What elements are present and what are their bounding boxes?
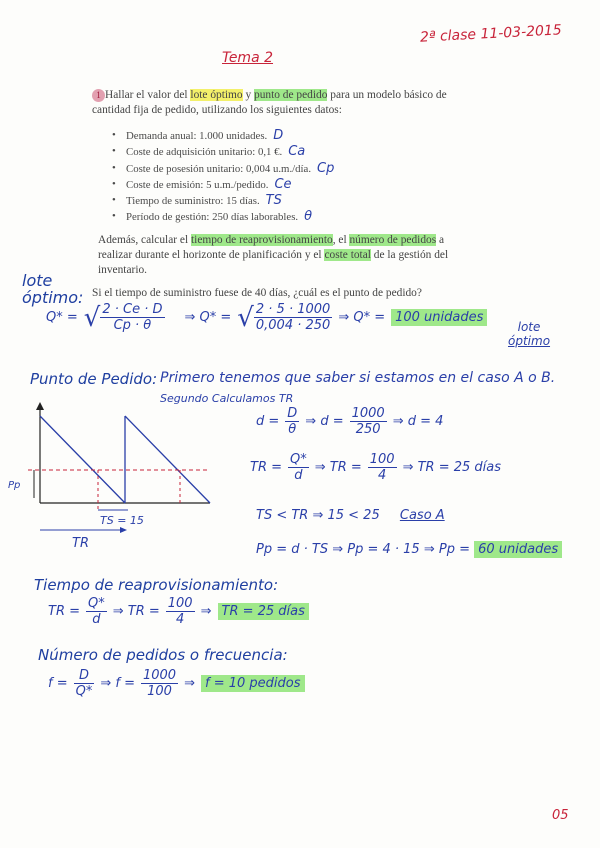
tr-arrow-head <box>120 527 127 533</box>
problem-part2: Además, calcular el tiempo de reaprovisionamiento, el número de pedidos a realizar durante el horizonte de planificación y el coste total de la gestión del inventario. <box>98 234 449 276</box>
problem-number: 1 <box>92 89 105 102</box>
punto-pedido-text: Primero tenemos que saber si estamos en el caso A o B. <box>160 370 556 386</box>
y-axis-arrow <box>36 402 44 410</box>
diagram-pp-label: Pp <box>8 480 21 491</box>
sawtooth-2 <box>125 416 210 503</box>
intro-text-b: y <box>242 89 255 101</box>
data-item: • Demanda anual: 1.000 unidades. D <box>112 128 334 144</box>
data-item: • Tiempo de suministro: 15 días. TS <box>112 193 334 209</box>
highlight-tiempo-reaprov: tiempo de reaprovisionamiento <box>190 234 333 246</box>
date-note: 2ª clase 11-03-2015 <box>419 22 563 46</box>
data-item: • Coste de posesión unitario: 0,004 u.m./día. Cp <box>112 161 334 177</box>
data-list <box>112 128 334 226</box>
page-number: 05 <box>552 808 569 823</box>
highlight-coste-total: coste total <box>324 249 371 261</box>
highlight-punto-pedido: punto de pedido <box>254 89 328 101</box>
npd-title: Número de pedidos o frecuencia: <box>38 646 288 664</box>
data-item: • Período de gestión: 250 días laborables. θ <box>112 209 334 225</box>
punto-pedido-title: Punto de Pedido: <box>30 370 158 388</box>
pp-formula: Pp = d · TS ⇒ Pp = 4 · 15 ⇒ Pp = 60 unidades <box>256 542 562 557</box>
symbol-label: Cp <box>317 160 335 176</box>
intro-text-c: para un modelo básico de <box>327 89 447 101</box>
f-formula: f = $\frac{D}{Q*}$ ⇒ f = $\frac{1000}{100}$ ⇒ f = 10 pedidos <box>48 668 305 699</box>
symbol-label: TS <box>265 193 282 209</box>
pp-result: 60 unidades <box>474 541 562 558</box>
symbol-label: θ <box>304 209 313 225</box>
diagram-tr-label: TR <box>72 536 89 551</box>
sawtooth-1 <box>40 416 125 503</box>
inventory-diagram <box>20 398 220 558</box>
q-result: 100 unidades <box>391 309 487 326</box>
symbol-label: Ce <box>274 176 292 192</box>
q-fraction-1: $\frac{2 \cdot Ce \cdot D}{Cp \cdot \theta}$ <box>102 302 163 333</box>
intro-text-a: Hallar el valor del <box>105 89 191 101</box>
trep-result: TR = 25 días <box>218 603 309 620</box>
q-fraction-2: $\frac{2 \cdot 5 \cdot 1000}{0,004 \cdot 250}$ <box>255 302 331 333</box>
data-item: • Coste de adquisición unitario: 0,1 €. Ca <box>112 144 334 160</box>
trep-title: Tiempo de reaprovisionamiento: <box>34 576 279 594</box>
problem-intro <box>92 88 447 118</box>
symbol-label: D <box>273 128 284 143</box>
d-formula: d = $\frac{D}{\theta}$ ⇒ d = $\frac{1000}{250}$ ⇒ d = 4 <box>256 406 444 437</box>
highlight-lote-optimo: lote óptimo <box>190 89 243 101</box>
case-line: TS < TR ⇒ 15 < 25 Caso A <box>256 508 445 523</box>
tr-formula: TR = $\frac{Q*}{d}$ ⇒ TR = $\frac{100}{4}$ ⇒ TR = 25 días <box>250 452 502 483</box>
punto-pedido-sub: Segundo Calculamos TR <box>160 392 294 405</box>
side-lote-optimo: lote óptimo <box>508 320 551 348</box>
intro-line2: cantidad fija de pedido, utilizando los siguientes datos: <box>92 104 342 116</box>
highlight-numero-pedidos: número de pedidos <box>349 234 437 246</box>
problem-part3: Si el tiempo de suministro fuese de 40 días, ¿cuál es el punto de pedido? <box>92 287 422 299</box>
symbol-label: Ca <box>288 144 306 160</box>
trep-formula: TR = $\frac{Q*}{d}$ ⇒ TR = $\frac{100}{4}$ ⇒ TR = 25 días <box>48 596 309 627</box>
topic-title: Tema 2 <box>222 50 274 66</box>
lote-optimo-label: lote óptimo: <box>22 271 84 307</box>
q-formula: Q* = √ $\frac{2 \cdot Ce \cdot D}{Cp \cdot \theta}$ ⇒ Q* = √ $\frac{2 \cdot 5 \cdot 1000}{0,004 \cdot 250}$ ⇒ Q* = 100 unidades <box>46 302 487 333</box>
data-item: • Coste de emisión: 5 u.m./pedido. Ce <box>112 177 334 193</box>
diagram-ts-label: TS = 15 <box>100 514 144 527</box>
f-result: f = 10 pedidos <box>201 675 305 692</box>
case-result: Caso A <box>399 508 445 523</box>
